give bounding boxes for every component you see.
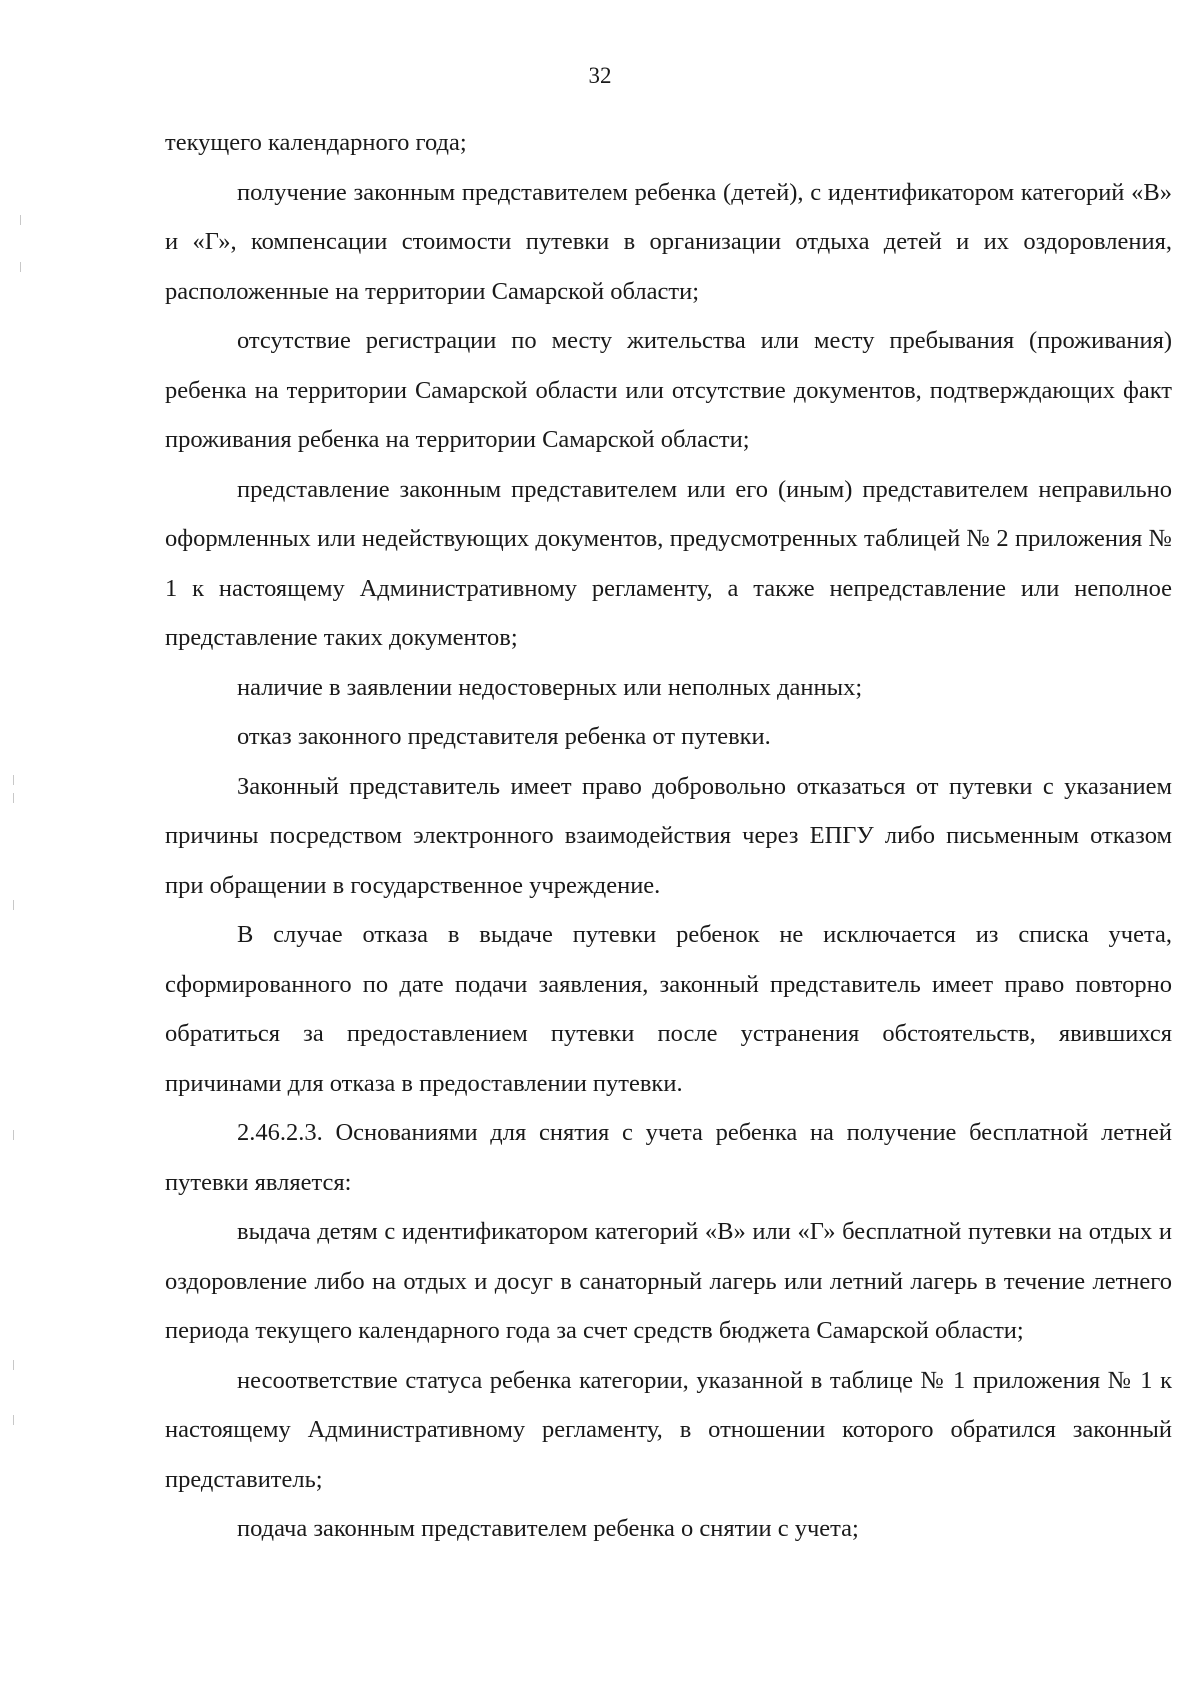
scan-mark — [13, 900, 14, 910]
paragraph-free-voucher-issued: выдача детям с идентификатором категорий «В» или «Г» бесплатной путевки на отдых и оздоровление либо на отдых и досуг в санаторный лагерь или летний лагерь в течение летнего периода текущего календарного года за счет средств бюджета Самарской области; — [165, 1218, 1172, 1344]
scan-mark — [13, 793, 14, 803]
scan-margin-marks — [0, 0, 40, 1696]
scan-mark — [13, 1130, 14, 1140]
paragraph-compensation: получение законным представителем ребенка (детей), с идентификатором категорий «В» и «Г», компенсации стоимости путевки в организации отдыха детей и их оздоровления, расположенные на территории Самарской области; — [165, 178, 1172, 305]
paragraph-invalid-documents: представление законным представителем или его (иным) представителем неправильно оформленных или недействующих документов, предусмотренных таблицей № 2 приложения № 1 к настоящему Административному регламенту, а также непредставление или неполное представление таких документов; — [165, 475, 1172, 651]
paragraph-refusal-case: В случае отказа в выдаче путевки ребенок не исключается из списка учета, сформированного по дате подачи заявления, законный представитель имеет право повторно обратиться за предоставлением путевки после устранения обстоятельств, явившихся причинами для отказа в предоставлении путевки. — [165, 921, 1172, 1097]
paragraph-voluntary-refusal: Законный представитель имеет право добровольно отказаться от путевки с указанием причины посредством электронного взаимодействия через ЕПГУ либо письменным отказом при обращении в государственное учреждение. — [165, 772, 1172, 899]
document-body — [165, 118, 1172, 1554]
paragraph-current-year: текущего календарного года; — [165, 129, 467, 156]
scan-mark — [20, 215, 21, 225]
paragraph-status-mismatch: несоответствие статуса ребенка категории, указанной в таблице № 1 приложения № 1 к настоящему Административному регламенту, в отношении которого обратился законный представитель; — [165, 1366, 1172, 1493]
scan-mark — [20, 262, 21, 272]
paragraph-deregistration-request: подача законным представителем ребенка о снятии с учета; — [237, 1515, 859, 1542]
scan-mark — [13, 1360, 14, 1370]
paragraph-voucher-refusal: отказ законного представителя ребенка от путевки. — [237, 723, 771, 750]
paragraph-section-2-46-2-3: 2.46.2.3. Основаниями для снятия с учета ребенка на получение бесплатной летней путевки является: — [165, 1119, 1172, 1196]
paragraph-inaccurate-data: наличие в заявлении недостоверных или неполных данных; — [237, 673, 863, 701]
page-number: 32 — [588, 63, 612, 88]
scan-mark — [13, 1415, 14, 1425]
paragraph-no-registration: отсутствие регистрации по месту жительства или месту пребывания (проживания) ребенка на территории Самарской области или отсутствие документов, подтверждающих факт проживания ребенка на территории Самарской области; — [165, 327, 1172, 453]
scan-mark — [13, 775, 14, 785]
